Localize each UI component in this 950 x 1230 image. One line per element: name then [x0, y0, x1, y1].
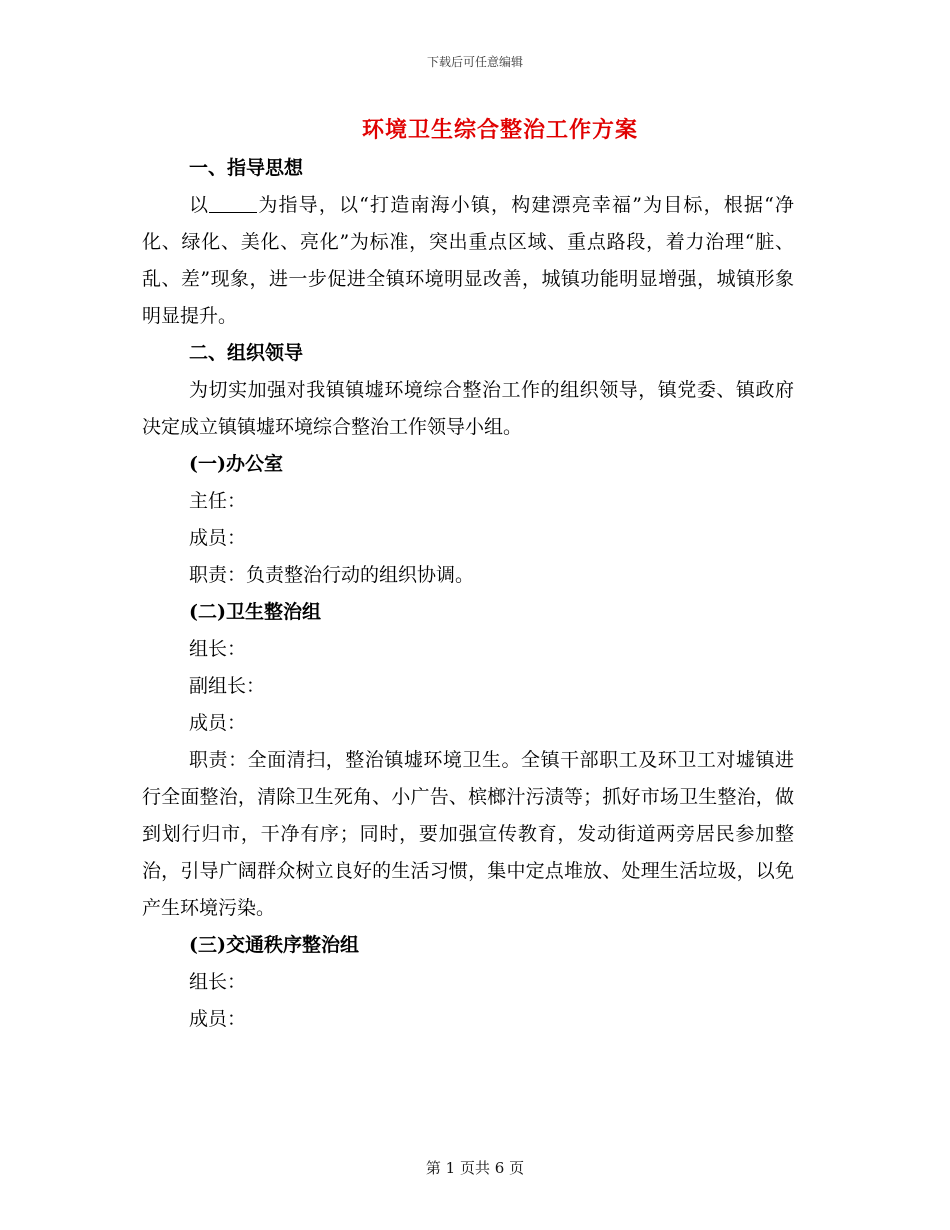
document-title: 环境卫生综合整治工作方案: [361, 117, 638, 143]
section-heading-organization: 二、组织领导: [189, 342, 304, 364]
sanitation-members-field: 成员：: [189, 712, 247, 734]
office-duty: 职责：负责整治行动的组织协调。: [189, 564, 475, 586]
header-note: 下载后可任意编辑: [426, 55, 523, 69]
office-director-field: 主任：: [189, 490, 247, 512]
traffic-leader-field: 组长：: [189, 971, 247, 993]
group-heading-sanitation: (二)卫生整治组: [189, 601, 321, 623]
sanitation-vice-leader-field: 副组长：: [189, 675, 266, 697]
section-heading-guiding-ideology: 一、指导思想: [189, 157, 304, 179]
fill-in-blank: [209, 194, 257, 213]
guiding-ideology-paragraph: [142, 187, 794, 335]
sanitation-leader-field: 组长：: [189, 638, 247, 660]
page-number-footer: 第 1 页共 6 页: [425, 1159, 525, 1177]
document-body: [142, 150, 794, 1038]
office-members-field: 成员：: [189, 527, 247, 549]
traffic-members-field: 成员：: [189, 1008, 247, 1030]
group-heading-traffic: (三)交通秩序整治组: [189, 934, 359, 956]
paragraph-text-rest: 为指导，以“打造南海小镇，构建漂亮幸福”为目标，根据“净化、绿化、美化、亮化”为标准，突出重点区域、重点路段，着力治理“脏、乱、差”现象，进一步促进全镇环境明显改善，城镇功能明显增强，城镇形象明显提升。: [142, 194, 794, 327]
paragraph-text-start: 以: [189, 194, 210, 216]
organization-paragraph: 为切实加强对我镇镇墟环境综合整治工作的组织领导，镇党委、镇政府决定成立镇镇墟环境综合整治工作领导小组。: [142, 379, 794, 438]
group-heading-office: (一)办公室: [189, 453, 283, 475]
sanitation-duty-paragraph: 职责：全面清扫，整治镇墟环境卫生。全镇干部职工及环卫工对墟镇进行全面整治，清除卫生死角、小广告、槟榔汁污渍等；抓好市场卫生整治，做到划行归市，干净有序；同时，要加强宣传教育，发动街道两旁居民参加整治，引导广阔群众树立良好的生活习惯，集中定点堆放、处理生活垃圾，以免产生环境污染。: [142, 749, 794, 919]
